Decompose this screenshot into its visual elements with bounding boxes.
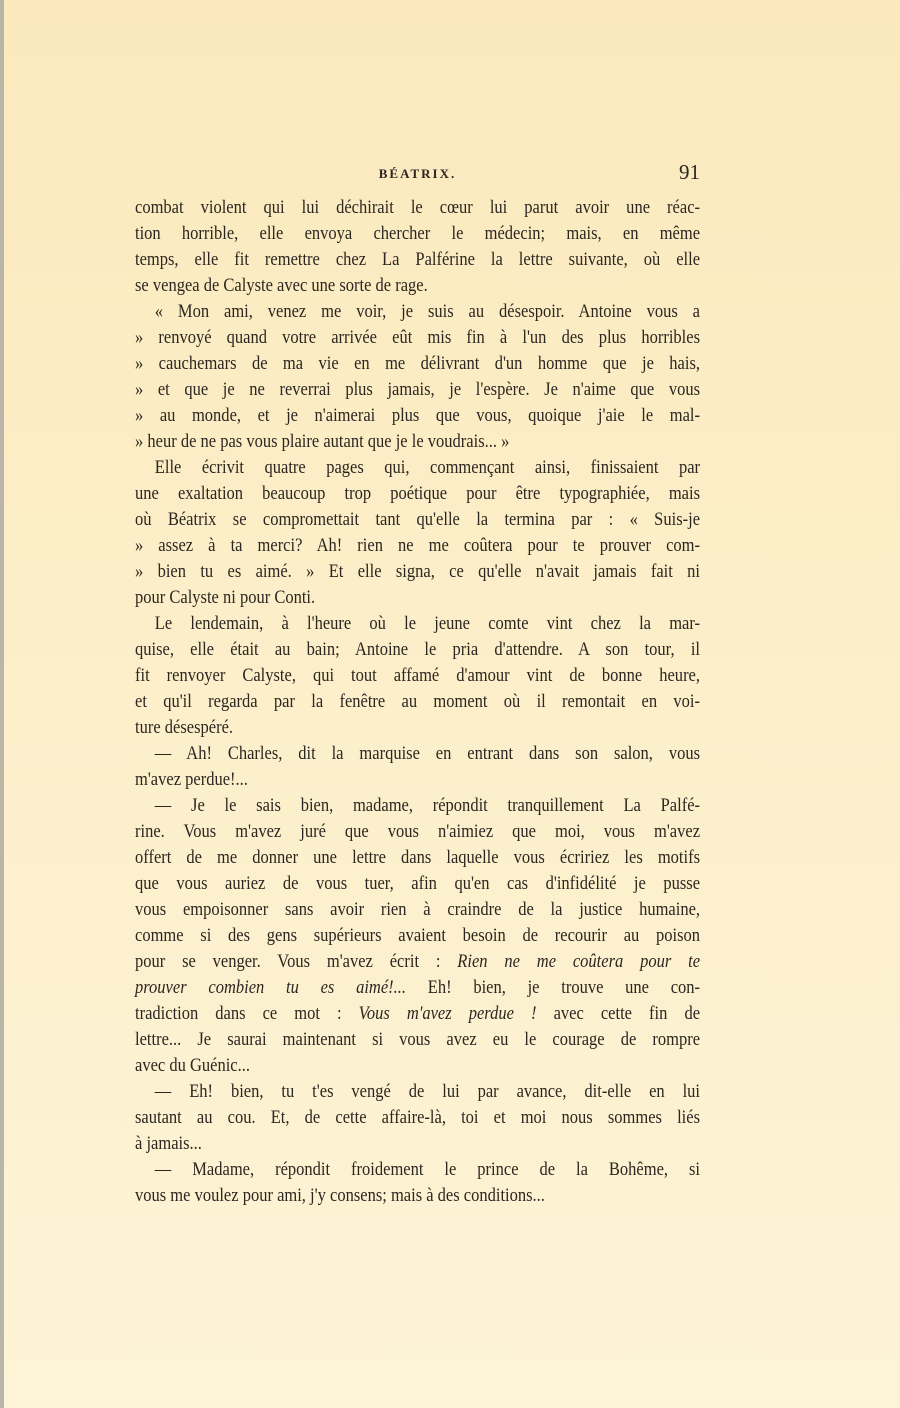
text-line: et qu'il regarda par la fenêtre au moment où il remontait en voi-	[135, 691, 701, 712]
body-text	[135, 195, 700, 1209]
text-line: — Madame, répondit froidement le prince de la Bohême, si	[154, 1159, 701, 1180]
text-line: » et que je ne reverrai plus jamais, je l'espère. Je n'aime que vous	[135, 379, 701, 400]
text-line: sautant au cou. Et, de cette affaire-là, toi et moi nous sommes liés	[135, 1107, 701, 1128]
text-line: Le lendemain, à l'heure où le jeune comte vint chez la mar-	[154, 613, 701, 634]
text-run: avec cette fin de	[536, 1003, 701, 1024]
text-line: ture désespéré.	[135, 717, 234, 738]
text-line: une exaltation beaucoup trop poétique pour être typographiée, mais	[135, 483, 701, 504]
text-line: comme si des gens supérieurs avaient besoin de recourir au poison	[135, 925, 701, 946]
scan-edge	[0, 0, 4, 1408]
text-line: » assez à ta merci? Ah! rien ne me coûtera pour te prouver com-	[135, 535, 701, 556]
text-line: — Ah! Charles, dit la marquise en entrant dans son salon, vous	[154, 743, 701, 764]
text-line: » heur de ne pas vous plaire autant que je le voudrais... »	[135, 431, 510, 452]
text-line: pour Calyste ni pour Conti.	[135, 587, 316, 608]
text-line: que vous auriez de vous tuer, afin qu'en cas d'infidélité je pusse	[135, 873, 701, 894]
running-title: BÉATRIX.	[378, 166, 457, 181]
text-line: combat violent qui lui déchirait le cœur lui parut avoir une réac-	[135, 197, 701, 218]
italic-quote: prouver combien tu es aimé!...	[135, 977, 407, 998]
text-line: avec du Guénic...	[135, 1055, 251, 1076]
text-line: temps, elle fit remettre chez La Palférine la lettre suivante, où elle	[135, 249, 701, 270]
italic-quote: Vous m'avez perdue !	[358, 1003, 537, 1024]
text-line: — Eh! bien, tu t'es vengé de lui par avance, dit-elle en lui	[154, 1081, 701, 1102]
text-line-mixed	[135, 949, 700, 975]
italic-quote: Rien ne me coûtera pour te	[457, 951, 701, 972]
text-line: « Mon ami, venez me voir, je suis au désespoir. Antoine vous a	[154, 301, 701, 322]
text-line: tion horrible, elle envoya chercher le médecin; mais, en même	[135, 223, 701, 244]
text-line: lettre... Je saurai maintenant si vous avez eu le courage de rompre	[135, 1029, 701, 1050]
text-line: — Je le sais bien, madame, répondit tranquillement La Palfé-	[154, 795, 701, 816]
book-page	[135, 160, 700, 1209]
running-head	[135, 160, 700, 190]
text-run: Eh! bien, je trouve une con-	[406, 977, 701, 998]
text-line: fit renvoyer Calyste, qui tout affamé d'amour vint de bonne heure,	[135, 665, 701, 686]
text-line: où Béatrix se compromettait tant qu'elle la termina par : « Suis-je	[135, 509, 701, 530]
text-line: m'avez perdue!...	[135, 769, 248, 790]
text-line-mixed	[135, 975, 700, 1001]
text-line: offert de me donner une lettre dans laquelle vous écririez les motifs	[135, 847, 701, 868]
text-line: à jamais...	[135, 1133, 202, 1154]
text-line: » renvoyé quand votre arrivée eût mis fin à l'un des plus horribles	[135, 327, 701, 348]
text-line-mixed	[135, 1001, 700, 1027]
text-run: tradiction dans ce mot :	[135, 1003, 359, 1024]
text-line: Elle écrivit quatre pages qui, commençant ainsi, finissaient par	[154, 457, 701, 478]
text-line: » au monde, et je n'aimerai plus que vous, quoique j'aie le mal-	[135, 405, 701, 426]
text-run: pour se venger. Vous m'avez écrit :	[135, 951, 458, 972]
text-line: quise, elle était au bain; Antoine le pria d'attendre. A son tour, il	[135, 639, 701, 660]
text-line: » bien tu es aimé. » Et elle signa, ce qu'elle n'avait jamais fait ni	[135, 561, 701, 582]
text-line: » cauchemars de ma vie en me délivrant d'un homme que je hais,	[135, 353, 701, 374]
text-line: vous me voulez pour ami, j'y consens; mais à des conditions...	[135, 1185, 545, 1206]
text-line: rine. Vous m'avez juré que vous n'aimiez que moi, vous m'avez	[135, 821, 701, 842]
text-line: vous empoisonner sans avoir rien à craindre de la justice humaine,	[135, 899, 701, 920]
text-line: se vengea de Calyste avec une sorte de rage.	[135, 275, 428, 296]
page-number: 91	[679, 160, 700, 184]
